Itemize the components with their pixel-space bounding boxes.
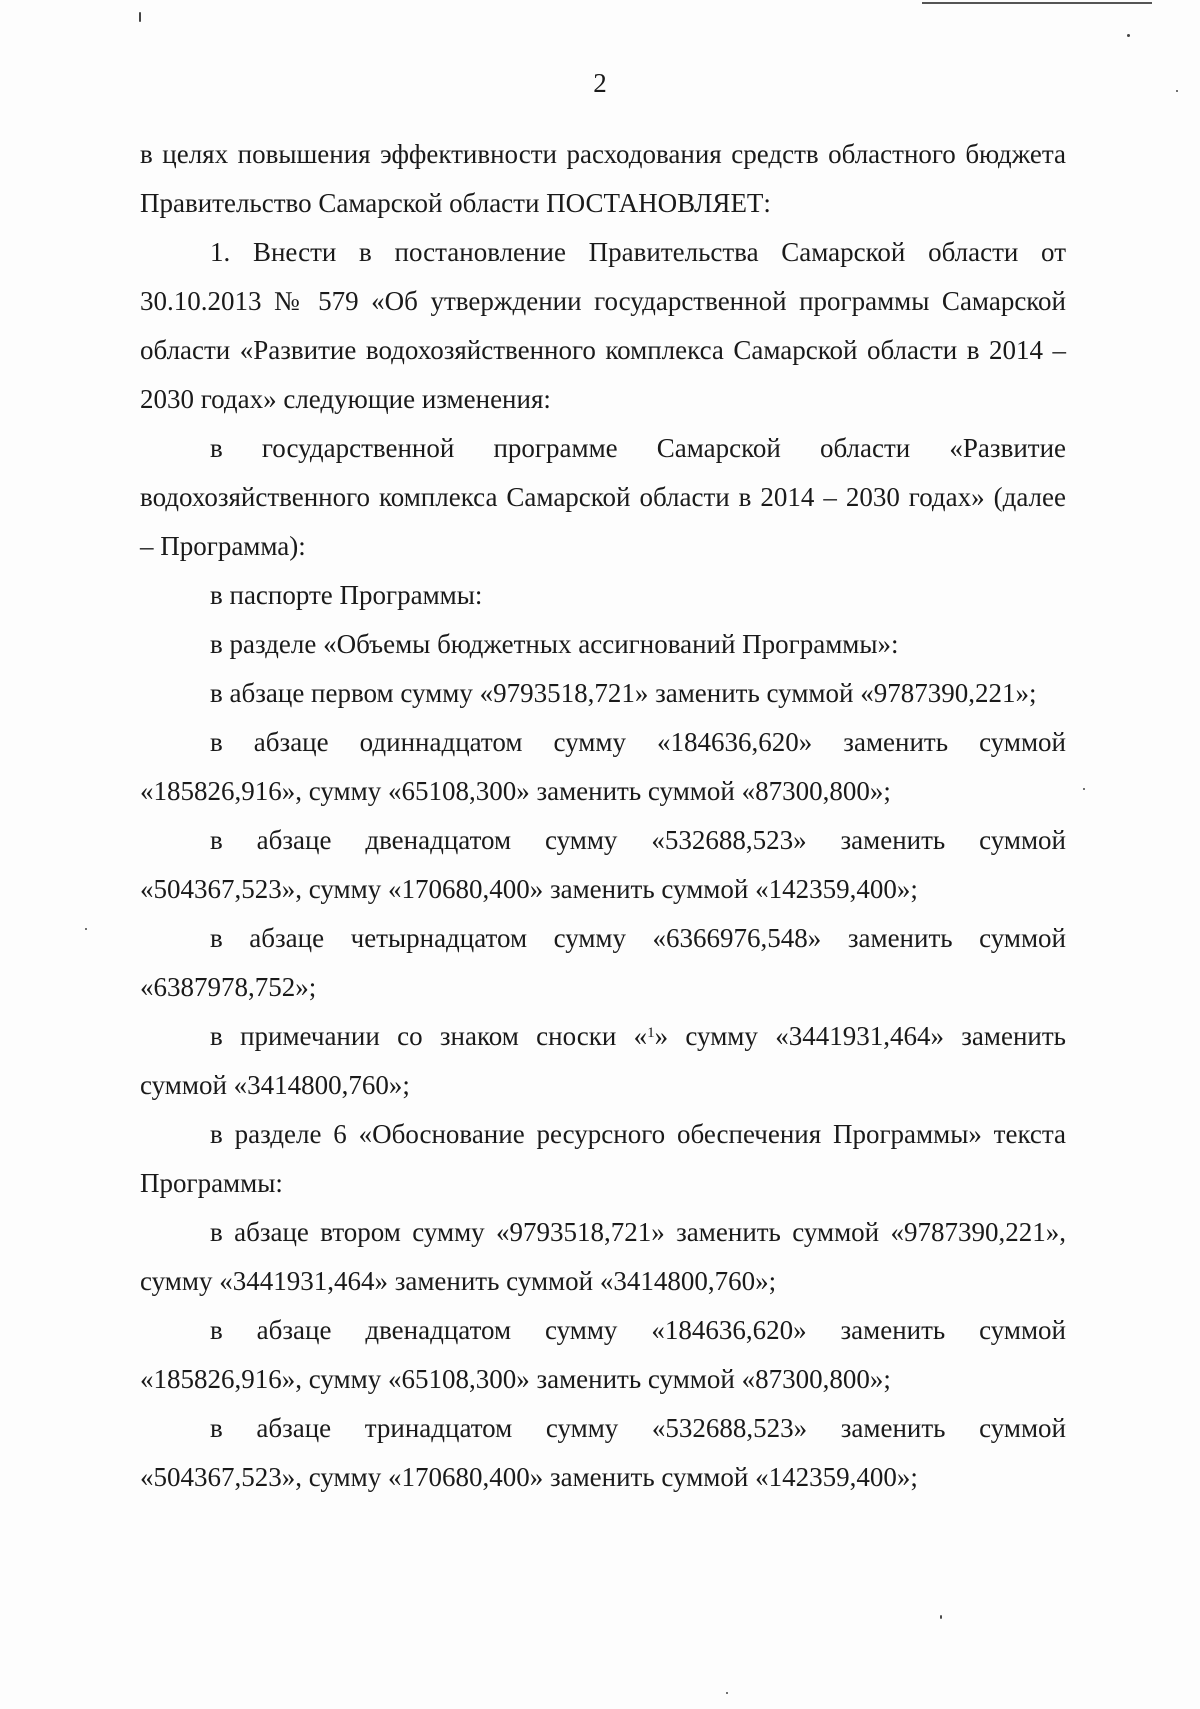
scan-speck — [1083, 788, 1085, 790]
paragraph-amendment: в абзаце четырнадцатом сумму «6366976,548» заменить суммой «6387978,752»; — [140, 923, 1066, 1002]
paragraph-amendment: в абзаце двенадцатом сумму «532688,523» заменить суммой «504367,523», сумму «170680,400» заменить суммой «142359,400»; — [140, 825, 1066, 904]
paragraph-section-volumes: в разделе «Объемы бюджетных ассигнований Программы»: — [210, 629, 899, 659]
paragraph-program: в государственной программе Самарской области «Развитие водохозяйственного комплекса Самарской области в 2014 – 2030 годах» (далее – Программа): — [140, 433, 1066, 561]
paragraph-amendment: в абзаце первом сумму «9793518,721» заменить суммой «9787390,221»; — [210, 678, 1037, 708]
paragraph-amendment: в абзаце втором сумму «9793518,721» заменить суммой «9787390,221», сумму «3441931,464» заменить суммой «3414800,760»; — [140, 1217, 1066, 1296]
paragraph-item-1: 1. Внести в постановление Правительства Самарской области от 30.10.2013 № 579 «Об утверждении государственной программы Самарской области «Развитие водохозяйственного комплекса Самарской области в 2014 – 2030 годах» следующие изменения: — [140, 237, 1066, 414]
page-number: 2 — [593, 68, 607, 98]
footnote-text-after: » сумму «3441931,464» заменить суммой «3414800,760»; — [140, 1021, 1066, 1100]
paragraph-section-6: в разделе 6 «Обоснование ресурсного обеспечения Программы» текста Программы: — [140, 1119, 1066, 1198]
scan-speck — [85, 928, 87, 930]
paragraph-footnote-note — [140, 1012, 1066, 1110]
paragraph-amendment: в абзаце тринадцатом сумму «532688,523» заменить суммой «504367,523», сумму «170680,400» заменить суммой «142359,400»; — [140, 1413, 1066, 1492]
paragraph-amendment: в абзаце двенадцатом сумму «184636,620» заменить суммой «185826,916», сумму «65108,300» заменить суммой «87300,800»; — [140, 1315, 1066, 1394]
paragraph-amendment: в абзаце одиннадцатом сумму «184636,620» заменить суммой «185826,916», сумму «65108,300» заменить суммой «87300,800»; — [140, 727, 1066, 806]
scan-artifact-line — [922, 2, 1152, 4]
footnote-text-before: в примечании со знаком сноски « — [210, 1021, 648, 1051]
paragraph-passport: в паспорте Программы: — [210, 580, 483, 610]
scan-speck — [139, 12, 141, 22]
document-body — [140, 130, 1066, 1502]
scan-speck — [726, 1692, 728, 1694]
scan-speck — [1127, 34, 1130, 37]
scan-speck — [940, 1615, 942, 1619]
paragraph-intro: в целях повышения эффективности расходования средств областного бюджета Правительство Самарской области ПОСТАНОВЛЯЕТ: — [140, 139, 1066, 218]
footnote-mark: 1 — [647, 1025, 655, 1041]
